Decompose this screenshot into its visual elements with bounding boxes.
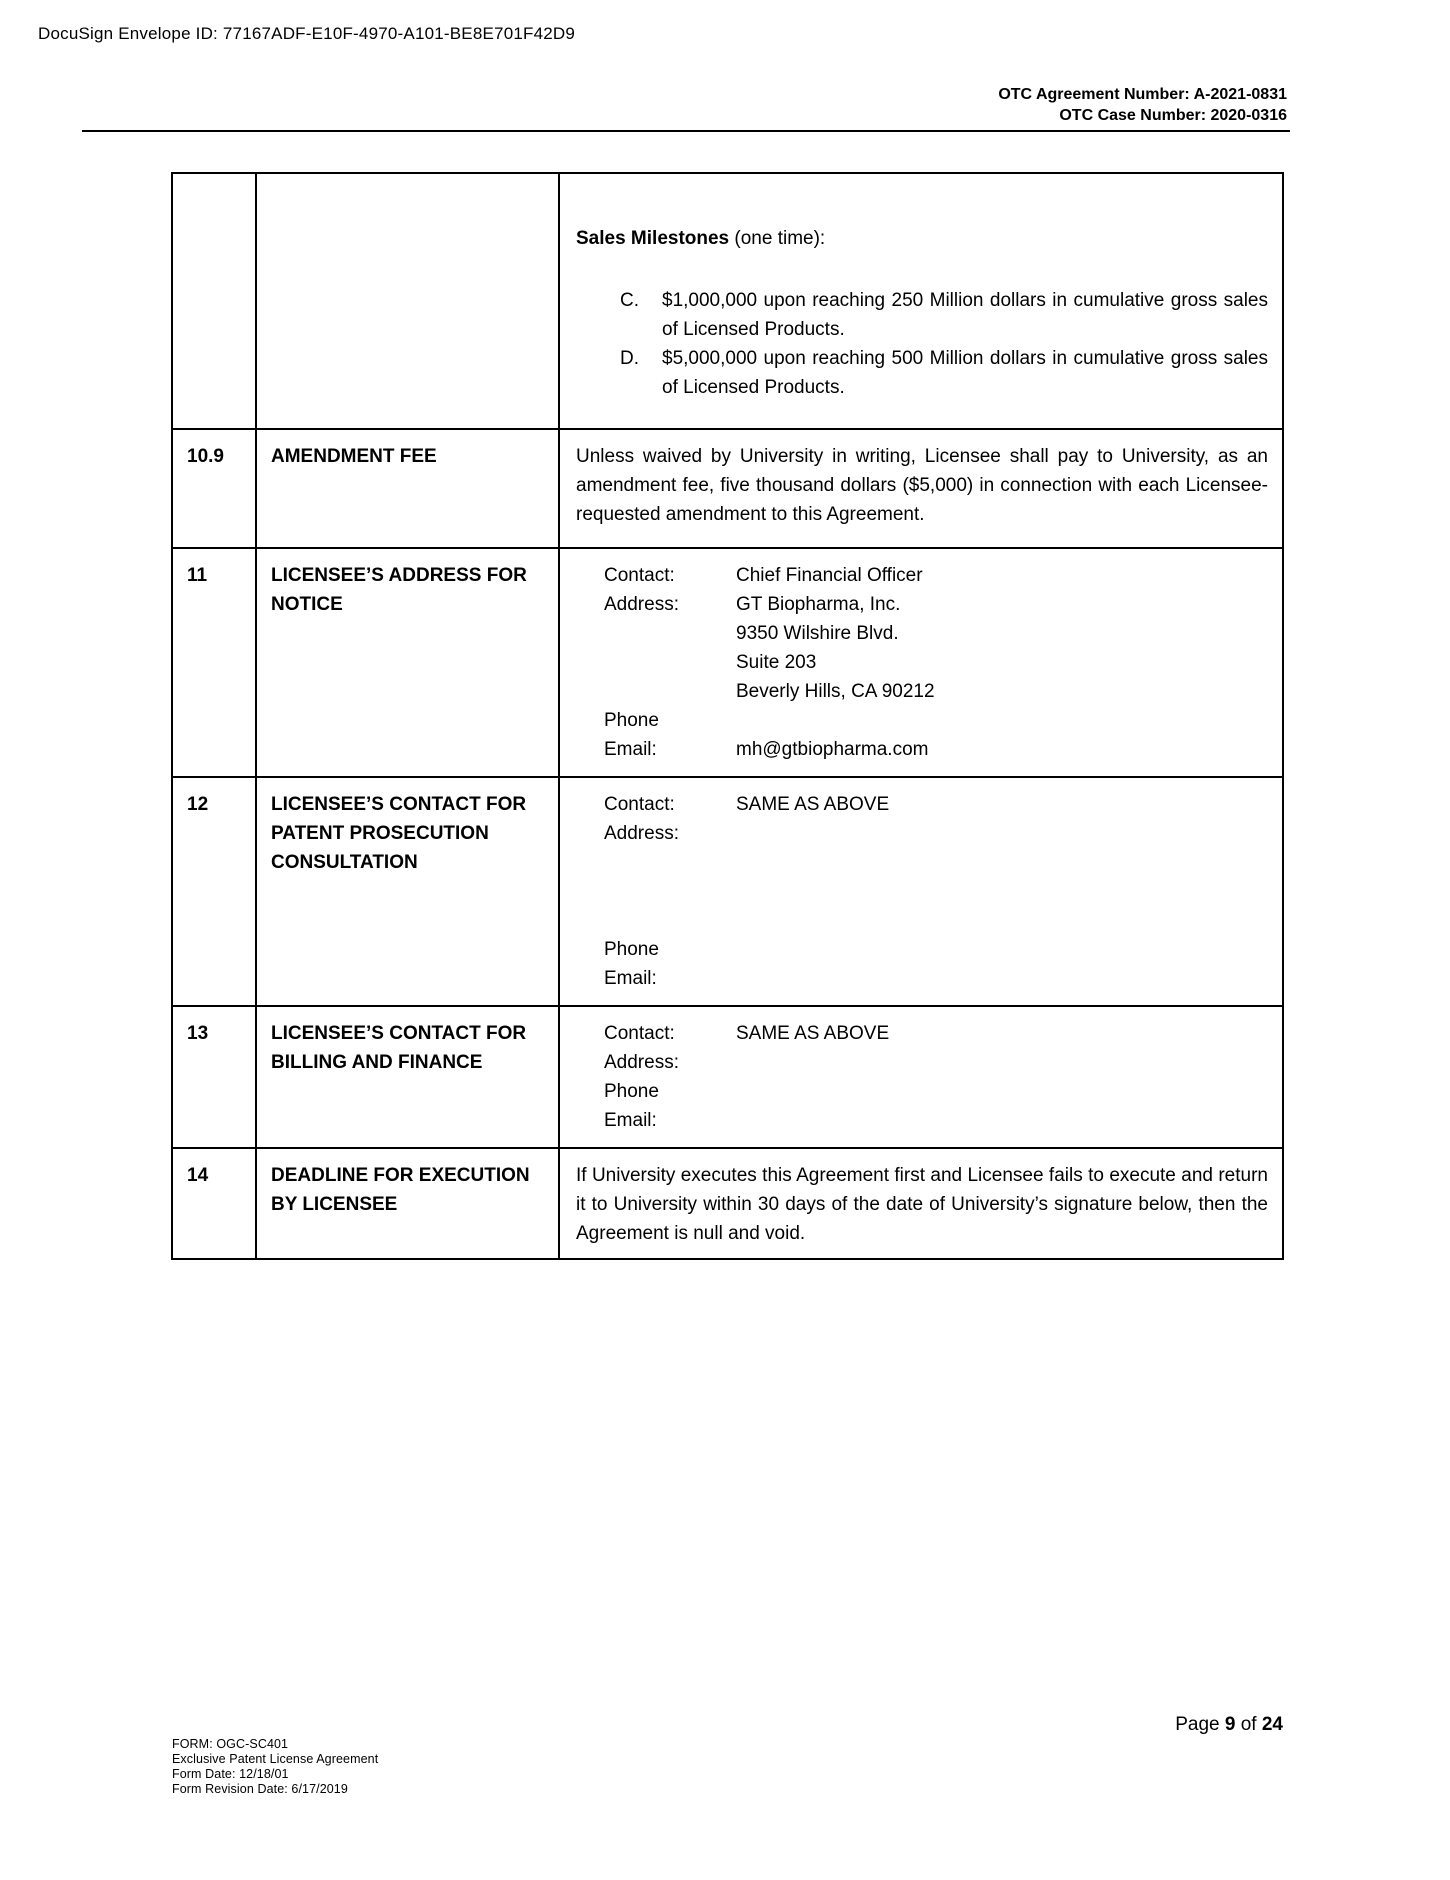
contact-label: Contact: xyxy=(604,565,675,586)
row-title-cell: LICENSEE’S ADDRESS FOR NOTICE xyxy=(257,549,560,776)
row-content-cell xyxy=(560,778,1282,1005)
email-label: Email: xyxy=(604,739,657,760)
page-label: Page xyxy=(1175,1714,1225,1735)
phone-line xyxy=(604,935,1268,964)
row-title-cell xyxy=(257,174,560,428)
otc-header xyxy=(500,84,1287,126)
address-label: Address: xyxy=(604,823,679,844)
page-of-label: of xyxy=(1235,1714,1262,1735)
contact-line xyxy=(604,561,1268,590)
blank-space xyxy=(576,848,1268,935)
row-title-cell: AMENDMENT FEE xyxy=(257,430,560,547)
milestone-item-d xyxy=(620,344,1268,402)
contact-label: Contact: xyxy=(604,1023,675,1044)
address-line xyxy=(604,819,1268,848)
milestone-item-c xyxy=(620,286,1268,344)
address-value: 9350 Wilshire Blvd. xyxy=(736,623,899,644)
row-amendment-fee xyxy=(173,430,1282,549)
row-content-cell xyxy=(560,1149,1282,1258)
contact-value: Chief Financial Officer xyxy=(736,565,923,586)
email-label: Email: xyxy=(604,1110,657,1131)
phone-label: Phone xyxy=(604,939,659,960)
row-billing-finance-contact xyxy=(173,1007,1282,1149)
phone-line xyxy=(604,1077,1268,1106)
contact-label: Contact: xyxy=(604,794,675,815)
deadline-text: If University executes this Agreement first and Licensee fails to execute and return it to University within 30 days of the date of University’s signature below, then the Agreement is null and void. xyxy=(576,1165,1268,1244)
contact-line xyxy=(604,790,1268,819)
address-line xyxy=(604,648,1268,677)
row-title-cell: LICENSEE’S CONTACT FOR PATENT PROSECUTION CONSULTATION xyxy=(257,778,560,1005)
milestone-text: $1,000,000 upon reaching 250 Million dollars in cumulative gross sales of Licensed Products. xyxy=(662,290,1268,340)
row-number-cell: 14 xyxy=(173,1149,257,1258)
otc-agreement-number: OTC Agreement Number: A-2021-0831 xyxy=(998,86,1287,103)
address-label: Address: xyxy=(604,594,679,615)
docusign-envelope-id: DocuSign Envelope ID: 77167ADF-E10F-4970-A101-BE8E701F42D9 xyxy=(38,24,576,43)
row-address-for-notice xyxy=(173,549,1282,778)
page-total: 24 xyxy=(1261,1714,1283,1735)
milestone-marker: C. xyxy=(620,290,639,311)
milestone-text: $5,000,000 upon reaching 500 Million dollars in cumulative gross sales of Licensed Products. xyxy=(662,348,1268,398)
address-line xyxy=(604,677,1268,706)
phone-line xyxy=(604,706,1268,735)
row-number-cell: 13 xyxy=(173,1007,257,1147)
form-date-line: Form Date: 12/18/01 xyxy=(172,1767,289,1781)
email-value: mh@gtbiopharma.com xyxy=(736,739,929,760)
form-revision-line: Form Revision Date: 6/17/2019 xyxy=(172,1782,348,1796)
email-line xyxy=(604,735,1268,764)
form-id-line: FORM: OGC-SC401 xyxy=(172,1737,289,1751)
email-line xyxy=(604,1106,1268,1135)
contact-value: SAME AS ABOVE xyxy=(736,1023,890,1044)
page-number-indicator xyxy=(1175,1714,1283,1736)
milestone-marker: D. xyxy=(620,348,639,369)
form-title-line: Exclusive Patent License Agreement xyxy=(172,1752,379,1766)
row-title-cell: LICENSEE’S CONTACT FOR BILLING AND FINANCE xyxy=(257,1007,560,1147)
sales-milestones-heading xyxy=(576,224,1268,253)
sales-milestones-list xyxy=(576,286,1268,402)
address-value: GT Biopharma, Inc. xyxy=(736,594,901,615)
address-line xyxy=(604,619,1268,648)
row-content-cell xyxy=(560,549,1282,776)
row-title-cell: DEADLINE FOR EXECUTION BY LICENSEE xyxy=(257,1149,560,1258)
row-number-cell: 11 xyxy=(173,549,257,776)
row-number-cell: 12 xyxy=(173,778,257,1005)
phone-label: Phone xyxy=(604,1081,659,1102)
form-footer-block xyxy=(172,1737,378,1797)
agreement-summary-table xyxy=(171,172,1284,1260)
sales-milestones-heading-suffix: (one time): xyxy=(729,228,826,249)
row-content-cell xyxy=(560,174,1282,428)
row-patent-prosecution-contact xyxy=(173,778,1282,1007)
header-divider-rule xyxy=(82,130,1290,132)
phone-label: Phone xyxy=(604,710,659,731)
row-content-cell xyxy=(560,1007,1282,1147)
address-value: Suite 203 xyxy=(736,652,817,673)
row-sales-milestones xyxy=(173,174,1282,430)
row-content-cell xyxy=(560,430,1282,547)
page-number: 9 xyxy=(1224,1714,1236,1735)
row-number-cell: 10.9 xyxy=(173,430,257,547)
address-line xyxy=(604,1048,1268,1077)
address-label: Address: xyxy=(604,1052,679,1073)
contact-value: SAME AS ABOVE xyxy=(736,794,890,815)
row-deadline-execution xyxy=(173,1149,1282,1258)
otc-case-number: OTC Case Number: 2020-0316 xyxy=(1059,107,1287,124)
contact-line xyxy=(604,1019,1268,1048)
sales-milestones-heading-bold: Sales Milestones xyxy=(576,228,730,249)
address-line xyxy=(604,590,1268,619)
amendment-fee-text: Unless waived by University in writing, Licensee shall pay to University, as an amendment fee, five thousand dollars ($5,000) in connection with each Licensee-requested amendment to this Agreement. xyxy=(576,446,1268,525)
email-label: Email: xyxy=(604,968,657,989)
row-number-cell xyxy=(173,174,257,428)
email-line xyxy=(604,964,1268,993)
address-value: Beverly Hills, CA 90212 xyxy=(736,681,935,702)
